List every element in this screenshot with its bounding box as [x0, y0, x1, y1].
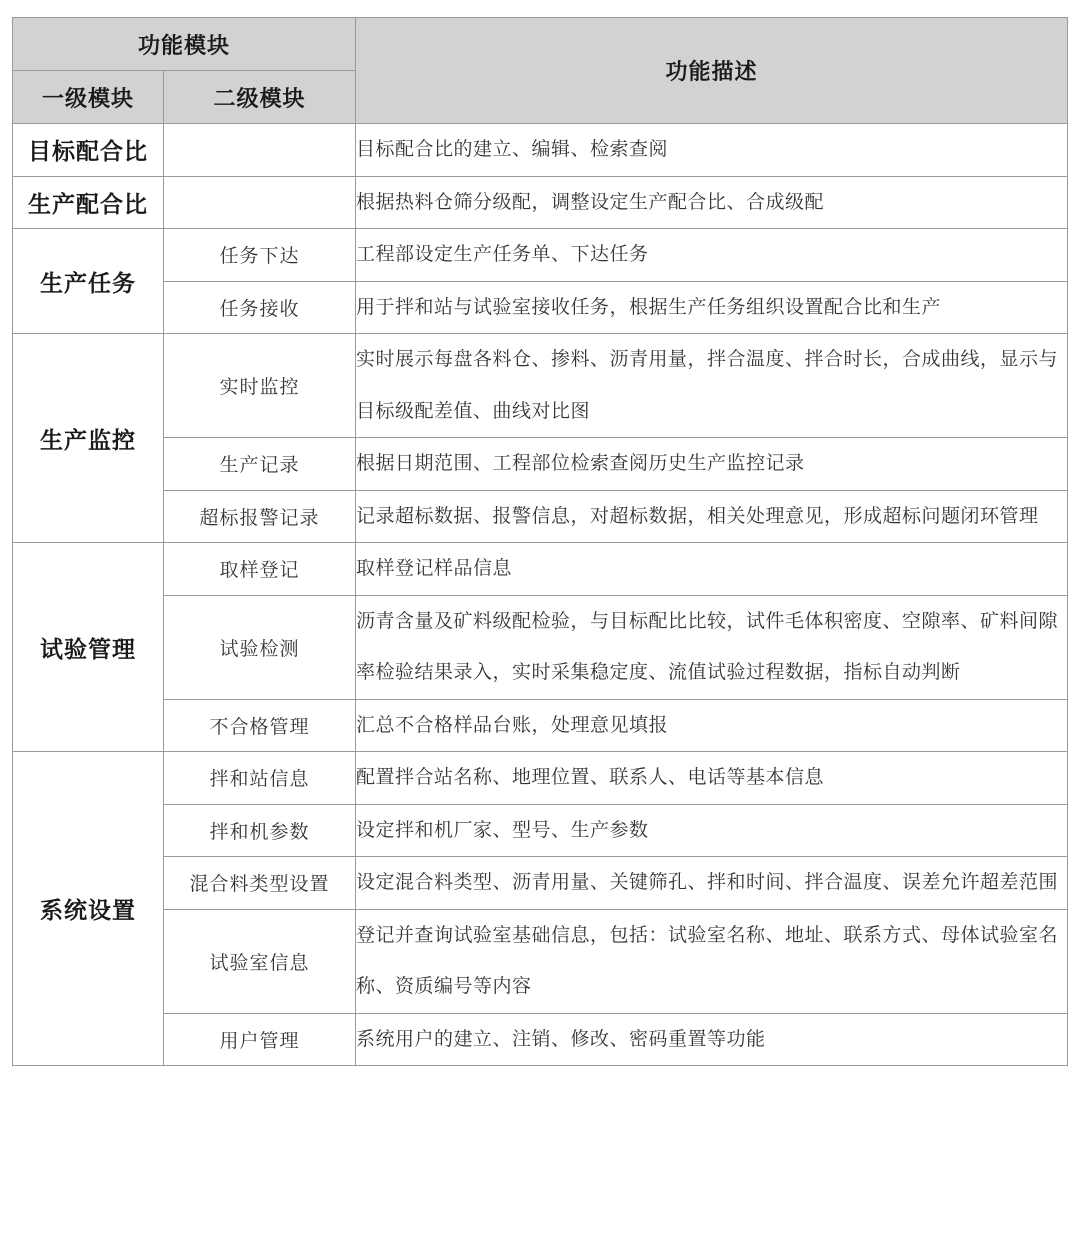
description-cell: 沥青含量及矿料级配检验，与目标配比比较，试件毛体积密度、空隙率、矿料间隙率检验结果录入，实时采集稳定度、流值试验过程数据，指标自动判断 — [356, 595, 1068, 699]
header-level1-module: 一级模块 — [13, 71, 164, 124]
function-module-table — [12, 17, 1068, 1066]
table-row — [13, 229, 1068, 282]
header-row-1 — [13, 18, 1068, 71]
level2-module-cell: 拌和站信息 — [164, 752, 356, 805]
level1-module-cell: 目标配合比 — [13, 124, 164, 177]
level2-module-cell: 不合格管理 — [164, 699, 356, 752]
table-row — [13, 1013, 1068, 1066]
level2-module-cell: 试验室信息 — [164, 909, 356, 1013]
header-level2-module: 二级模块 — [164, 71, 356, 124]
table-row — [13, 595, 1068, 699]
level2-module-cell: 任务接收 — [164, 281, 356, 334]
description-cell: 根据热料仓筛分级配，调整设定生产配合比、合成级配 — [356, 176, 1068, 229]
header-function-description: 功能描述 — [356, 18, 1068, 124]
level2-module-cell — [164, 124, 356, 177]
table-row — [13, 281, 1068, 334]
table-row — [13, 909, 1068, 1013]
description-cell: 记录超标数据、报警信息，对超标数据，相关处理意见，形成超标问题闭环管理 — [356, 490, 1068, 543]
description-cell: 设定混合料类型、沥青用量、关键筛孔、拌和时间、拌合温度、误差允许超差范围 — [356, 857, 1068, 910]
level1-module-cell: 生产配合比 — [13, 176, 164, 229]
level1-module-cell: 生产监控 — [13, 334, 164, 543]
description-cell: 登记并查询试验室基础信息，包括：试验室名称、地址、联系方式、母体试验室名称、资质编号等内容 — [356, 909, 1068, 1013]
table-row — [13, 490, 1068, 543]
level1-module-cell: 试验管理 — [13, 543, 164, 752]
level2-module-cell — [164, 176, 356, 229]
table-row — [13, 752, 1068, 805]
level2-module-cell: 生产记录 — [164, 438, 356, 491]
level2-module-cell: 用户管理 — [164, 1013, 356, 1066]
table-row — [13, 804, 1068, 857]
header-function-modules: 功能模块 — [13, 18, 356, 71]
level2-module-cell: 混合料类型设置 — [164, 857, 356, 910]
level2-module-cell: 拌和机参数 — [164, 804, 356, 857]
level2-module-cell: 实时监控 — [164, 334, 356, 438]
description-cell: 设定拌和机厂家、型号、生产参数 — [356, 804, 1068, 857]
level1-module-cell: 系统设置 — [13, 752, 164, 1066]
table-row — [13, 857, 1068, 910]
description-cell: 工程部设定生产任务单、下达任务 — [356, 229, 1068, 282]
description-cell: 配置拌合站名称、地理位置、联系人、电话等基本信息 — [356, 752, 1068, 805]
table-row — [13, 543, 1068, 596]
table-row — [13, 438, 1068, 491]
table-header — [13, 18, 1068, 124]
description-cell: 用于拌和站与试验室接收任务，根据生产任务组织设置配合比和生产 — [356, 281, 1068, 334]
table-body — [13, 124, 1068, 1066]
description-cell: 汇总不合格样品台账，处理意见填报 — [356, 699, 1068, 752]
level2-module-cell: 试验检测 — [164, 595, 356, 699]
description-cell: 根据日期范围、工程部位检索查阅历史生产监控记录 — [356, 438, 1068, 491]
level1-module-cell: 生产任务 — [13, 229, 164, 334]
description-cell: 取样登记样品信息 — [356, 543, 1068, 596]
level2-module-cell: 任务下达 — [164, 229, 356, 282]
table-row — [13, 124, 1068, 177]
description-cell: 系统用户的建立、注销、修改、密码重置等功能 — [356, 1013, 1068, 1066]
table-row — [13, 176, 1068, 229]
description-cell: 目标配合比的建立、编辑、检索查阅 — [356, 124, 1068, 177]
description-cell: 实时展示每盘各料仓、掺料、沥青用量，拌合温度、拌合时长，合成曲线，显示与目标级配差值、曲线对比图 — [356, 334, 1068, 438]
level2-module-cell: 超标报警记录 — [164, 490, 356, 543]
table-row — [13, 334, 1068, 438]
level2-module-cell: 取样登记 — [164, 543, 356, 596]
table-row — [13, 699, 1068, 752]
